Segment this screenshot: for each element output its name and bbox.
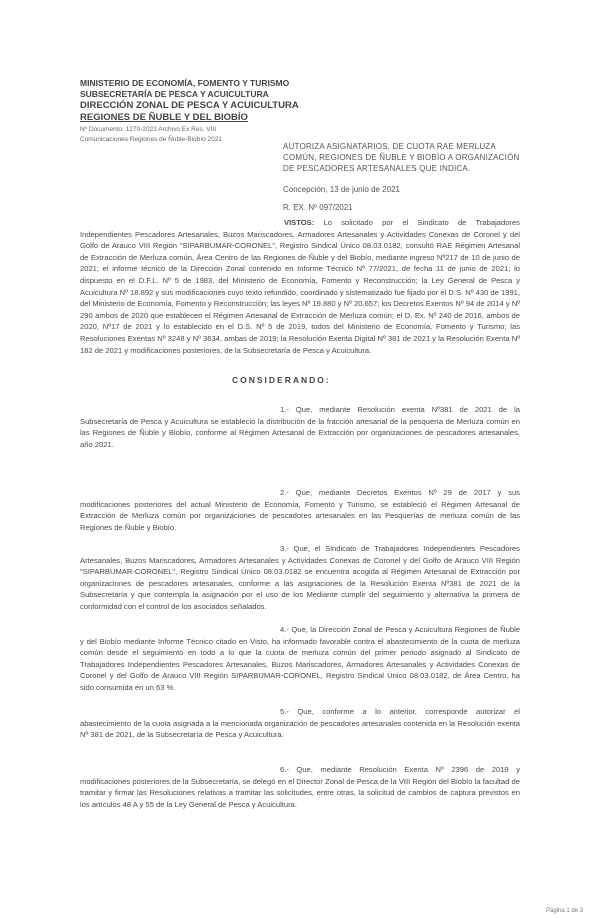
page-number: Página 1 de 3 [546, 908, 584, 914]
considerando-number: 2.- [280, 488, 289, 497]
considerando-text: Que, mediante Resolución Exenta Nº 2396 de 2019 y modificaciones posteriores de la Subsecretaría, se delegó en el Director Zonal de Pesca de la VIII Región del Biobío la facultad de tramitar y firmar las Resoluciones relativas a tramitar las solicitudes, entre otras, la solicitud de cambios de captura previstos en los artículos 48 A y 55 de la Ley General de Pesca y Acuicultura. [80, 765, 520, 809]
considerando-text: Que, la Dirección Zonal de Pesca y Acuicultura Regiones de Ñuble y del Biobío mediante Informe Técnico citado en Visto, ha informado favorable contra el abastecimiento de la cuota de merluza común desde el seguimiento en todo a lo que la cuota de merluza común del primer periodo asignado al Sindicato de Trabajadores Independientes Pescadores Artesanales, Buzos Mariscadores, Armadores Artesanales y Actividades Conexas de Coronel y del Golfo de Arauco VIII Región SIPARBUMAR-CORONEL, Registro Sindical Único 08.03.0182, de Área Centro, ha sido consumida en un 63 %. [80, 625, 520, 692]
considerando-number: 5.- [280, 707, 289, 716]
considerando-item-5 [80, 706, 520, 741]
considerando-item-4 [80, 624, 520, 694]
considerando-heading: CONSIDERANDO: [232, 375, 331, 385]
considerando-number: 3.- [280, 544, 289, 553]
document-note-1: Nº Documento: 1270-2021 Archivo Ex Res. VIII [80, 126, 217, 133]
direccion-zonal-name: DIRECCIÓN ZONAL DE PESCA Y ACUICULTURA [80, 100, 299, 111]
considerando-item-3 [80, 543, 520, 613]
subsecretaria-name: SUBSECRETARÍA DE PESCA Y ACUICULTURA [80, 89, 269, 99]
considerando-item-1 [80, 404, 520, 450]
vistos-label: VISTOS: [284, 218, 315, 227]
considerando-number: 4.- [280, 625, 289, 634]
resolution-title: AUTORIZA ASIGNATARIOS, DE CUOTA RAE MERLUZA COMÚN, REGIONES DE ÑUBLE Y BIOBÍO A ORGANIZACIÓN DE PESCADORES ARTESANALES QUE INDICA. [283, 142, 520, 173]
considerando-text: Que, el Sindicato de Trabajadores Independientes Pescadores Artesanales, Buzos Mariscadores, Armadores Artesanales y Actividades Conexas de Coronel y del Golfo de Arauco VIII Región "SIPARBUMAR-CORONEL", Registro Sindical Único 08.03.0182 se encuentra acogida al Régimen Artesanal de Extracción por organizaciones de pescadores artesanales, conforme a las asignaciones de la Resolución Exenta Nº381 de 2021 de la Subsecretaría y que contempla la asignación por el uso de los Mediante cumplir del seguimiento y alternativa la primera de conformidad con el control de los asociados señalados. [80, 544, 520, 611]
considerando-item-6 [80, 764, 520, 810]
vistos-paragraph [80, 217, 520, 356]
considerando-text: Que, mediante Decretos Exentos Nº 29 de 2017 y sus modificaciones posteriores del actual Ministerio de Economía, Fomento y Turismo, se estableció el Régimen Artesanal de Extracción de Merluza común por organizaciones de pescadores artesanales en las Pesquerías de merluza común de las Regiones de Ñuble y Biobío. [80, 488, 520, 532]
considerando-text: Que, conforme a lo anterior, corresponde autorizar el abastecimiento de la cuota asignada a la mencionada organización de pescadores artesanales contenida en la Resolución exenta Nº 381 de 2021, de la Subsecretaría de Pesca y Acuicultura. [80, 707, 520, 740]
considerando-number: 6.- [280, 765, 289, 774]
resolution-date: Concepción, 13 de junio de 2021 [283, 185, 400, 194]
considerando-item-2 [80, 487, 520, 533]
vistos-text: Lo solicitado por el Sindicato de Trabajadores Independientes Pescadores Artesanales, Buzos Mariscadores, Armadores Artesanales y Actividades Conexas de Coronel y del Golfo de Arauco VIII Región "SIPARBUMAR-CORONEL", Registro Sindical Único 08.03.0182, consultó RAE Régimen Artesanal de Extracción de Merluza común, Área Centro de las Regiones de Ñuble y del Biobío, mediante ingreso Nº217 de 10 de junio de 2021; el informe técnico de la Dirección Zonal contenido en Informe Técnico Nº 77/2021, de fecha 11 de junio de 2021; lo dispuesto en el D.F.L. Nº 5 de 1983, del Ministerio de Economía, Fomento y Reconstrucción; la Ley General de Pesca y Acuicultura Nº 18.892 y sus modificaciones cuyo texto refundido, coordinado y sistematizado fue fijado por el D.S. Nº 430 de 1991, del Ministerio de Economía, Fomento y Reconstrucción; las leyes Nº 19.880 y Nº 20.657; los Decretos Exentos Nº 94 de 2014 y Nº 290 ambos de 2020 que establecen el Régimen Artesanal de Extracción de Merluza común; el D. Ex. Nº 240 de 2016, ambos de 2020, Nº17 de 2021 y lo establecido en el D.S. Nº 5 de 2019, todos del Ministerio de Economía, Fomento y Turismo; las Resoluciones Exentas Nº 3248 y Nº 3634, ambas de 2019; la Resolución Exenta Digital Nº 381 de 2021 y la Resolución Exenta Nº 182 de 2021 y modificaciones posteriores, de la Subsecretaría de Pesca y Acuicultura. [80, 218, 520, 355]
letterhead [80, 78, 299, 144]
ministry-name: MINISTERIO DE ECONOMÍA, FOMENTO Y TURISMO [80, 78, 290, 88]
resolution-number: R. EX. Nº 097/2021 [283, 203, 353, 212]
regiones-name: REGIONES DE ÑUBLE Y DEL BIOBÍO [80, 112, 248, 123]
considerando-number: 1.- [280, 405, 289, 414]
document-note-2: Comunicaciones Regiones de Ñuble-Biobío 2021 [80, 136, 223, 143]
considerando-text: Que, mediante Resolución exenta Nº381 de 2021 de la Subsecretaría de Pesca y Acuicultura se estableció la distribución de la fracción artesanal de la pesquería de Merluza común en las Regiones de Ñuble y Biobío, conforme al Régimen Artesanal de Extracción por organizaciones de pescadores artesanales, año 2021. [80, 405, 520, 449]
